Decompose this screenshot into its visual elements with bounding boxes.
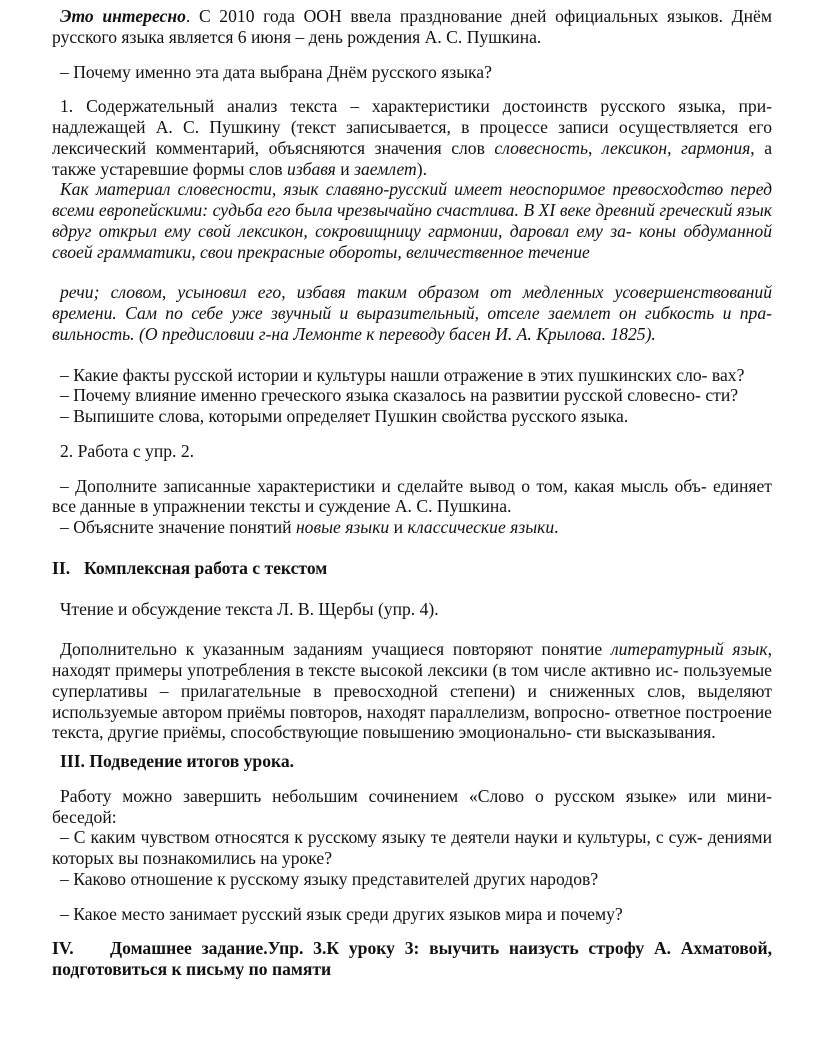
additional-tasks-paragraph: [52, 639, 772, 743]
question-place: – Какое место занимает русский язык среди других языков мира и почему?: [60, 903, 623, 924]
homework-text: Домашнее задание.Упр. 3.К уроку 3: выучить наизусть строфу А. Ахматовой, подготовиться к письму по памяти: [52, 938, 772, 979]
sep-1: ,: [587, 137, 602, 158]
intro-paragraph: [52, 6, 772, 48]
question-date: – Почему именно эта дата выбрана Днём русского языка?: [60, 61, 492, 82]
additional-text-b: , находят примеры употребления в тексте высокой лексики (в том числе активно ис- пользуемые суперлативы – прилагательные в превосходной степени) и сниженных слов, выделяют используемые автором приёмы повторов, находят параллелизм, вопросно- ответное построение текста, другие приёмы, способствующие повышению эмоционально- сти высказывания.: [52, 639, 772, 743]
analysis-text-b: , а также устаревшие формы слов: [52, 137, 773, 179]
analysis-text-c: ).: [416, 158, 427, 179]
pushkin-quote-part-1: Как материал словесности, язык славяно-русский имеет неоспоримое превосходство перед всеми европейскими: судьба его была чрезвычайно счастлива. В XI веке древний греческий язык вдруг открыл ему свой лексикон, сокровищницу гармонии, даровал ему за- коны обдуманной своей грамматики, свои прекрасные обороты, величественное течение: [52, 179, 772, 262]
term-literary-language: литературный язык: [610, 639, 768, 660]
reading-text: Чтение и обсуждение текста Л. В. Щербы (упр. 4).: [60, 598, 439, 619]
term-new-languages: новые языки: [295, 517, 390, 537]
explain-end: .: [554, 517, 559, 537]
question-greek: – Почему влияние именно греческого языка сказалось на развитии русской словесно- сти?: [60, 385, 739, 406]
term-garmoniya: гармония: [680, 137, 751, 158]
term-leksikon: лексикон: [601, 137, 668, 158]
intro-lead: Это интересно: [60, 6, 186, 26]
question-attitude: – Каково отношение к русскому языку представителей других народов?: [60, 868, 599, 889]
pushkin-quote-part-2: речи; словом, усыновил его, избавя таким образом от медленных усовершенствований времени. Сам по себе уже звучный и выразительный, отселе заемлет он гибкость и пра- вильность. (О предисловии г-на Лемонте к переводу басен И. А. Крылова. 1825).: [52, 282, 772, 344]
question-facts: – Какие факты русской истории и культуры нашли отражение в этих пушкинских сло- вах?: [60, 364, 745, 385]
explain-text: – Объясните значение понятий: [60, 517, 296, 537]
additional-text-a: Дополнительно к указанным заданиям учащиеся повторяют понятие: [60, 639, 611, 660]
term-zaemlet: заемлет: [354, 158, 417, 179]
analysis-paragraph: [52, 96, 772, 179]
homework-number: IV.: [52, 938, 74, 959]
explain-sep: и: [389, 517, 408, 537]
term-slovesnost: словесность: [494, 137, 588, 158]
term-classic-languages: классические языки: [407, 517, 555, 537]
section-2-heading: [52, 558, 772, 579]
exercise-2-heading: 2. Работа с упр. 2.: [60, 440, 195, 461]
section-2-title: Комплексная работа с текстом: [84, 557, 328, 578]
homework-heading: [52, 938, 772, 980]
question-feeling: – С каким чувством относятся к русскому языку те деятели науки и культуры, с суж- дениями которых вы познакомились на уроке?: [52, 827, 772, 868]
section-2-number: II.: [52, 557, 71, 578]
question-explain: [52, 517, 772, 538]
term-izbavya: избавя: [286, 158, 336, 179]
document-page: [52, 6, 772, 980]
sep-2: ,: [667, 137, 681, 158]
sep-3: и: [335, 158, 355, 179]
intro-text: . С 2010 года ООН ввела празднование дней официальных языков. Днём русского языка является 6 июня – день рождения А. С. Пушкина.: [52, 6, 772, 47]
summary-paragraph: Работу можно завершить небольшим сочинением «Слово о русском языке» или мини- беседой:: [52, 785, 772, 827]
section-3-heading: III. Подведение итогов урока.: [60, 751, 295, 771]
question-complete: – Дополните записанные характеристики и сделайте вывод о том, какая мысль объ- единяет все данные в упражнении тексты и суждение А. С. Пушкина.: [52, 475, 772, 517]
analysis-text-a: 1. Содержательный анализ текста – характеристики достоинств русского языка, при- надлежащей А. С. Пушкину (текст записывается, в процессе записи осуществляется его лексический комментарий, объясняются значения слов: [52, 96, 772, 158]
question-write-out: – Выпишите слова, которыми определяет Пушкин свойства русского языка.: [60, 406, 629, 426]
